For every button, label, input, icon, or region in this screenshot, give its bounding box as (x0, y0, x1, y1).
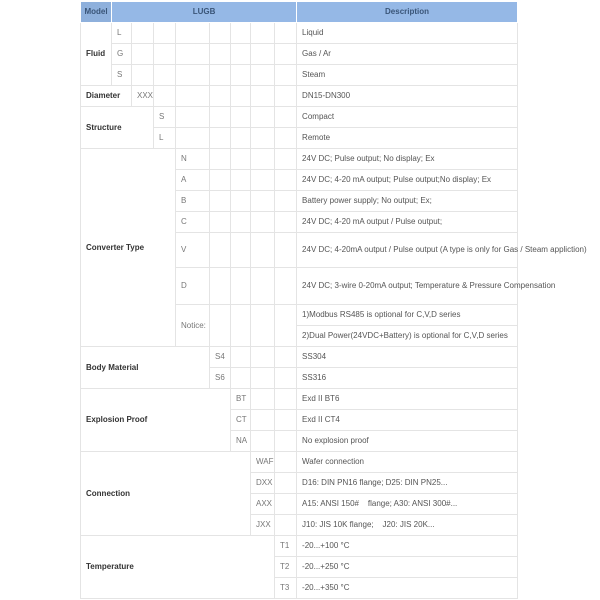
empty-cell (251, 44, 275, 65)
empty-cell (251, 368, 275, 389)
diameter-code: XXX (132, 86, 154, 107)
header-model: Model (81, 2, 112, 23)
empty-cell (251, 149, 275, 170)
converter-desc: 24V DC; Pulse output; No display; Ex (297, 149, 518, 170)
table-row (81, 452, 518, 473)
empty-cell (251, 410, 275, 431)
body-material-code: S4 (210, 347, 231, 368)
empty-cell (176, 128, 210, 149)
empty-cell (275, 473, 297, 494)
empty-cell (275, 191, 297, 212)
empty-cell (231, 86, 251, 107)
empty-cell (275, 452, 297, 473)
temperature-code: T3 (275, 578, 297, 599)
empty-cell (275, 410, 297, 431)
body-material-label: Body Material (81, 347, 210, 389)
temperature-desc: -20...+350 °C (297, 578, 518, 599)
converter-desc: 24V DC; 4-20mA output / Pulse output (A type is only for Gas / Steam appliction) (297, 233, 518, 268)
connection-desc: D16: DIN PN16 flange; D25: DIN PN25... (297, 473, 518, 494)
empty-cell (210, 233, 231, 268)
table-row (81, 107, 518, 128)
empty-cell (231, 347, 251, 368)
converter-code: C (176, 212, 210, 233)
table-row (81, 149, 518, 170)
structure-code: S (154, 107, 176, 128)
connection-desc: A15: ANSI 150# flange; A30: ANSI 300#... (297, 494, 518, 515)
empty-cell (275, 368, 297, 389)
explosion-code: BT (231, 389, 251, 410)
connection-code: DXX (251, 473, 275, 494)
empty-cell (231, 44, 251, 65)
fluid-code: S (112, 65, 132, 86)
structure-label: Structure (81, 107, 154, 149)
empty-cell (275, 494, 297, 515)
empty-cell (132, 44, 154, 65)
empty-cell (275, 305, 297, 347)
empty-cell (210, 170, 231, 191)
structure-code: L (154, 128, 176, 149)
fluid-code: G (112, 44, 132, 65)
empty-cell (251, 128, 275, 149)
empty-cell (251, 347, 275, 368)
body-material-desc: SS304 (297, 347, 518, 368)
connection-code: WAF (251, 452, 275, 473)
empty-cell (231, 23, 251, 44)
empty-cell (210, 212, 231, 233)
empty-cell (210, 86, 231, 107)
notice-text: 1)Modbus RS485 is optional for C,V,D series (297, 305, 518, 326)
empty-cell (231, 305, 251, 347)
temperature-label: Temperature (81, 536, 275, 599)
empty-cell (231, 368, 251, 389)
empty-cell (251, 191, 275, 212)
converter-desc: Battery power supply; No output; Ex; (297, 191, 518, 212)
header-description: Description (297, 2, 518, 23)
notice-text: 2)Dual Power(24VDC+Battery) is optional for C,V,D series (297, 326, 518, 347)
explosion-code: NA (231, 431, 251, 452)
empty-cell (210, 65, 231, 86)
empty-cell (231, 149, 251, 170)
empty-cell (210, 23, 231, 44)
converter-code: N (176, 149, 210, 170)
structure-desc: Compact (297, 107, 518, 128)
empty-cell (275, 212, 297, 233)
empty-cell (251, 305, 275, 347)
empty-cell (176, 23, 210, 44)
explosion-desc: Exd II CT4 (297, 410, 518, 431)
connection-code: AXX (251, 494, 275, 515)
empty-cell (154, 65, 176, 86)
empty-cell (275, 107, 297, 128)
converter-desc: 24V DC; 4-20 mA output; Pulse output;No display; Ex (297, 170, 518, 191)
empty-cell (210, 305, 231, 347)
temperature-desc: -20...+100 °C (297, 536, 518, 557)
empty-cell (251, 212, 275, 233)
table-row (81, 86, 518, 107)
body-material-desc: SS316 (297, 368, 518, 389)
converter-code: D (176, 268, 210, 305)
fluid-code: L (112, 23, 132, 44)
converter-desc: 24V DC; 4-20 mA output / Pulse output; (297, 212, 518, 233)
empty-cell (231, 107, 251, 128)
explosion-code: CT (231, 410, 251, 431)
empty-cell (275, 128, 297, 149)
notice-label: Notice: (176, 305, 210, 347)
explosion-desc: Exd II BT6 (297, 389, 518, 410)
empty-cell (132, 23, 154, 44)
empty-cell (176, 65, 210, 86)
empty-cell (154, 86, 176, 107)
empty-cell (231, 65, 251, 86)
converter-code: V (176, 233, 210, 268)
temperature-desc: -20...+250 °C (297, 557, 518, 578)
empty-cell (251, 107, 275, 128)
explosion-label: Explosion Proof (81, 389, 231, 452)
empty-cell (275, 23, 297, 44)
connection-label: Connection (81, 452, 251, 536)
empty-cell (210, 149, 231, 170)
fluid-desc: Steam (297, 65, 518, 86)
empty-cell (231, 191, 251, 212)
empty-cell (251, 23, 275, 44)
empty-cell (275, 170, 297, 191)
header-row (81, 2, 518, 23)
empty-cell (275, 268, 297, 305)
empty-cell (231, 170, 251, 191)
header-code: LUGB (112, 2, 297, 23)
empty-cell (231, 268, 251, 305)
temperature-code: T1 (275, 536, 297, 557)
empty-cell (251, 170, 275, 191)
converter-code: A (176, 170, 210, 191)
empty-cell (231, 212, 251, 233)
converter-desc: 24V DC; 3-wire 0-20mA output; Temperature & Pressure Compensation (297, 268, 518, 305)
connection-code: JXX (251, 515, 275, 536)
diameter-label: Diameter (81, 86, 132, 107)
empty-cell (251, 86, 275, 107)
empty-cell (275, 233, 297, 268)
empty-cell (275, 347, 297, 368)
explosion-desc: No explosion proof (297, 431, 518, 452)
fluid-desc: Liquid (297, 23, 518, 44)
empty-cell (231, 128, 251, 149)
empty-cell (210, 191, 231, 212)
table-row (81, 44, 518, 65)
table-row (81, 65, 518, 86)
empty-cell (210, 107, 231, 128)
table-row (81, 347, 518, 368)
empty-cell (176, 44, 210, 65)
connection-desc: Wafer connection (297, 452, 518, 473)
empty-cell (275, 431, 297, 452)
empty-cell (275, 149, 297, 170)
empty-cell (275, 86, 297, 107)
table-row (81, 536, 518, 557)
empty-cell (231, 233, 251, 268)
fluid-label: Fluid (81, 23, 112, 86)
empty-cell (275, 389, 297, 410)
converter-label: Converter Type (81, 149, 176, 347)
body-material-code: S6 (210, 368, 231, 389)
empty-cell (251, 431, 275, 452)
model-selection-table (80, 2, 587, 599)
connection-desc: J10: JIS 10K flange; J20: JIS 20K... (297, 515, 518, 536)
empty-cell (176, 86, 210, 107)
empty-cell (210, 268, 231, 305)
empty-cell (132, 65, 154, 86)
empty-cell (275, 65, 297, 86)
empty-cell (275, 44, 297, 65)
empty-cell (176, 107, 210, 128)
empty-cell (210, 44, 231, 65)
converter-code: B (176, 191, 210, 212)
structure-desc: Remote (297, 128, 518, 149)
empty-cell (251, 65, 275, 86)
empty-cell (210, 128, 231, 149)
empty-cell (275, 515, 297, 536)
table-row (81, 23, 518, 44)
empty-cell (251, 389, 275, 410)
empty-cell (251, 268, 275, 305)
temperature-code: T2 (275, 557, 297, 578)
empty-cell (154, 23, 176, 44)
diameter-desc: DN15-DN300 (297, 86, 518, 107)
fluid-desc: Gas / Ar (297, 44, 518, 65)
empty-cell (251, 233, 275, 268)
empty-cell (154, 44, 176, 65)
table-row (81, 389, 518, 410)
